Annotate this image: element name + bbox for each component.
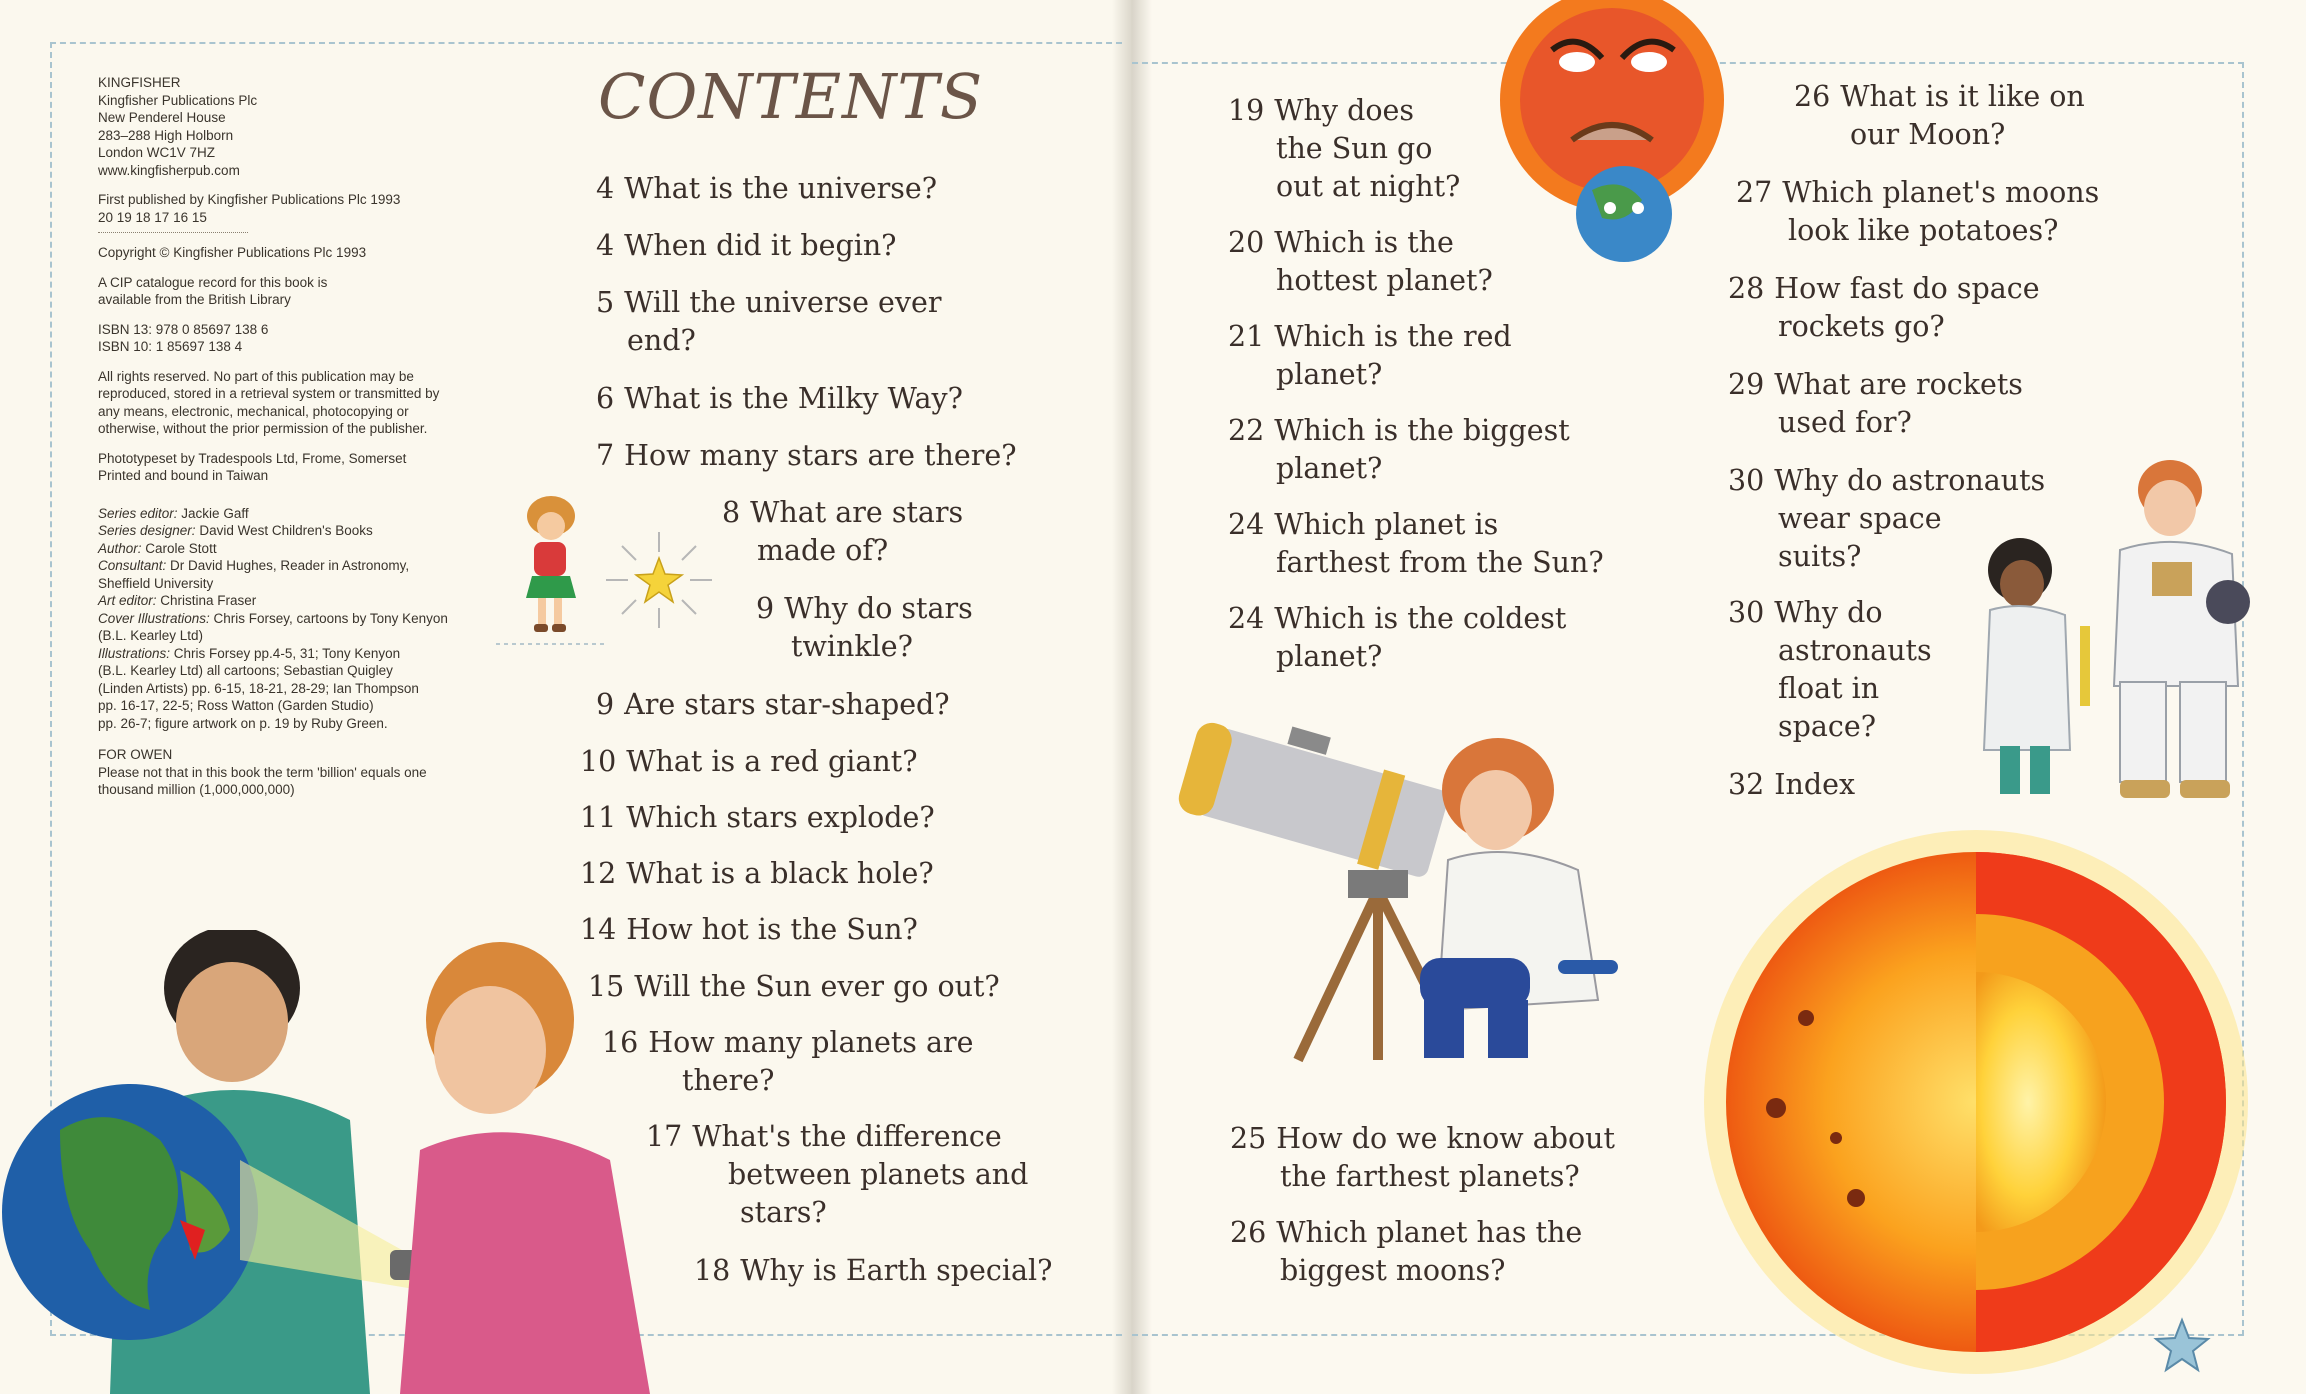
page-number: 24 bbox=[1228, 508, 1265, 541]
text-line: ISBN 13: 978 0 85697 138 6 bbox=[98, 321, 269, 337]
toc-entry[interactable] bbox=[1228, 92, 1460, 206]
entry-text: used for? bbox=[1778, 406, 1912, 439]
page-title: CONTENTS bbox=[598, 60, 984, 133]
credit-line bbox=[98, 627, 468, 645]
entry-text: stars? bbox=[740, 1196, 827, 1229]
twinkling-star-icon bbox=[604, 530, 714, 630]
page-number: 28 bbox=[1728, 272, 1765, 305]
page-number: 24 bbox=[1228, 602, 1265, 635]
page-number: 30 bbox=[1728, 464, 1765, 497]
credits bbox=[98, 505, 468, 733]
entry-text: biggest moons? bbox=[1280, 1254, 1506, 1287]
faded-line bbox=[98, 232, 248, 236]
astronaut-scientist-icon bbox=[1970, 450, 2270, 820]
page-number: 15 bbox=[588, 970, 625, 1003]
entry-text: Which planet is bbox=[1274, 508, 1499, 541]
publisher-address bbox=[98, 74, 468, 179]
print-info bbox=[98, 450, 468, 485]
text-line: Please not that in this book the term 'billion' equals one bbox=[98, 764, 427, 780]
credit-line bbox=[98, 662, 468, 680]
page-number: 29 bbox=[1728, 368, 1765, 401]
text-line: Copyright © Kingfisher Publications Plc 1993 bbox=[98, 245, 367, 260]
entry-text: What is it like on bbox=[1840, 80, 2085, 113]
page-number: 21 bbox=[1228, 320, 1265, 353]
entry-text: Why do stars bbox=[784, 592, 973, 625]
entry-text: What is the Milky Way? bbox=[624, 382, 963, 415]
page-number: 8 bbox=[722, 496, 741, 529]
telescope-astronomer-icon bbox=[1178, 720, 1638, 1070]
toc-entry[interactable] bbox=[1736, 174, 2099, 250]
text-line: A CIP catalogue record for this book is bbox=[98, 274, 328, 290]
entry-text: Why is Earth special? bbox=[740, 1254, 1053, 1287]
credit-name: pp. 26-7; figure artwork on p. 19 by Ruby Green. bbox=[98, 715, 388, 731]
page-number: 16 bbox=[602, 1026, 639, 1059]
text-line: reproduced, stored in a retrieval system or transmitted by bbox=[98, 386, 440, 401]
page-number: 30 bbox=[1728, 596, 1765, 629]
edition-info bbox=[98, 191, 468, 226]
credit-name: David West Children's Books bbox=[195, 523, 373, 538]
credit-role: Series designer: bbox=[98, 523, 196, 538]
entry-text: farthest from the Sun? bbox=[1276, 546, 1604, 579]
credit-line bbox=[98, 680, 468, 698]
text-line: www.kingfisherpub.com bbox=[98, 162, 240, 178]
entry-text: Are stars star-shaped? bbox=[624, 688, 950, 721]
sun-cross-section-icon bbox=[1656, 818, 2296, 1378]
entry-text: What is a red giant? bbox=[626, 745, 918, 778]
toc-entry[interactable] bbox=[596, 380, 963, 418]
cip-notice bbox=[98, 274, 468, 309]
text-line: Kingfisher Publications Plc bbox=[98, 92, 258, 108]
entry-text: Which is the red bbox=[1274, 320, 1512, 353]
credit-role: Art editor: bbox=[98, 593, 157, 608]
entry-text: Which is the coldest bbox=[1274, 602, 1567, 635]
page-number: 9 bbox=[756, 592, 775, 625]
toc-entry[interactable] bbox=[580, 799, 935, 837]
text-line: KINGFISHER bbox=[98, 75, 181, 90]
page-number: 11 bbox=[580, 801, 617, 834]
page-number: 4 bbox=[596, 229, 615, 262]
page-number: 7 bbox=[596, 439, 615, 472]
toc-entry[interactable] bbox=[596, 686, 950, 724]
toc-entry[interactable] bbox=[1230, 1120, 1615, 1196]
entry-text: Index bbox=[1774, 768, 1856, 801]
entry-text: planet? bbox=[1276, 358, 1383, 391]
credit-name: Christina Fraser bbox=[156, 593, 257, 608]
girl-cartoon-icon bbox=[496, 494, 606, 654]
page-number: 27 bbox=[1736, 176, 1773, 209]
credit-name: Chris Forsey, cartoons by Tony Kenyon bbox=[209, 610, 448, 626]
entry-text: Which is the bbox=[1274, 226, 1454, 259]
entry-text: twinkle? bbox=[791, 630, 913, 663]
page-number: 10 bbox=[580, 745, 617, 778]
entry-text: suits? bbox=[1778, 540, 1862, 573]
credit-role: Series editor: bbox=[98, 505, 178, 521]
text-line: available from the British Library bbox=[98, 292, 291, 307]
credit-name: (B.L. Kearley Ltd) all cartoons; Sebastian Quigley bbox=[98, 663, 393, 678]
toc-entry[interactable] bbox=[580, 855, 934, 893]
page-number: 14 bbox=[580, 913, 617, 946]
credit-line bbox=[98, 522, 468, 540]
entry-text: Will the Sun ever go out? bbox=[634, 970, 1000, 1003]
entry-text: the farthest planets? bbox=[1280, 1160, 1580, 1193]
entry-text: there? bbox=[682, 1064, 775, 1097]
credit-name: pp. 16-17, 22-5; Ross Watton (Garden Studio) bbox=[98, 698, 374, 713]
credit-line bbox=[98, 645, 468, 663]
credit-line bbox=[98, 575, 468, 593]
entry-text: How hot is the Sun? bbox=[626, 913, 918, 946]
corner-star-icon bbox=[2150, 1316, 2214, 1376]
credit-line bbox=[98, 697, 468, 715]
text-line: Phototypeset by Tradespools Ltd, Frome, Somerset bbox=[98, 450, 407, 466]
entry-text: rockets go? bbox=[1778, 310, 1945, 343]
entry-text: astronauts bbox=[1778, 634, 1932, 667]
toc-entry[interactable] bbox=[1228, 412, 1570, 488]
toc-entry[interactable] bbox=[596, 170, 937, 208]
credit-name: Dr David Hughes, Reader in Astronomy, bbox=[166, 558, 410, 573]
toc-entry[interactable] bbox=[596, 437, 1017, 475]
entry-text: float in bbox=[1778, 672, 1880, 705]
page-number: 18 bbox=[694, 1254, 731, 1287]
page-number: 22 bbox=[1228, 414, 1265, 447]
toc-entry[interactable] bbox=[694, 1252, 1052, 1290]
entry-text: Which planet's moons bbox=[1782, 176, 2100, 209]
entry-text: Which stars explode? bbox=[626, 801, 935, 834]
entry-text: How many stars are there? bbox=[624, 439, 1017, 472]
toc-entry[interactable] bbox=[1794, 78, 2085, 154]
entry-text: Why do astronauts bbox=[1774, 464, 2046, 497]
text-line: ISBN 10: 1 85697 138 4 bbox=[98, 339, 243, 354]
credit-role: Consultant: bbox=[98, 558, 167, 573]
dedication bbox=[98, 746, 468, 799]
page-number: 20 bbox=[1228, 226, 1265, 259]
toc-entry[interactable] bbox=[1228, 506, 1604, 582]
publisher-info bbox=[98, 74, 468, 811]
page-number: 12 bbox=[580, 857, 617, 890]
children-globe-icon bbox=[0, 930, 683, 1394]
text-line: 20 19 18 17 16 15 bbox=[98, 209, 207, 225]
credit-line bbox=[98, 592, 468, 610]
text-line: All rights reserved. No part of this publication may be bbox=[98, 368, 414, 384]
entry-text: made of? bbox=[757, 534, 889, 567]
toc-entry[interactable] bbox=[1728, 270, 2040, 346]
entry-text: How many planets are bbox=[648, 1026, 974, 1059]
credit-name: (Linden Artists) pp. 6-15, 18-21, 28-29; Ian Thompson bbox=[98, 680, 419, 696]
toc-entry[interactable] bbox=[596, 227, 896, 265]
entry-text: the Sun go bbox=[1276, 132, 1433, 165]
entry-text: Which planet has the bbox=[1276, 1216, 1583, 1249]
page-number: 6 bbox=[596, 382, 615, 415]
entry-text: Which is the biggest bbox=[1274, 414, 1570, 447]
credit-name: (B.L. Kearley Ltd) bbox=[98, 628, 204, 643]
text-line: New Penderel House bbox=[98, 110, 226, 125]
credit-name: Jackie Gaff bbox=[177, 505, 249, 521]
credit-line bbox=[98, 540, 468, 558]
entry-text: wear space bbox=[1778, 502, 1942, 535]
entry-text: Will the universe ever bbox=[624, 286, 942, 319]
text-line: any means, electronic, mechanical, photocopying or bbox=[98, 403, 409, 419]
credit-role: Illustrations: bbox=[98, 645, 171, 661]
copyright-notice bbox=[98, 244, 468, 262]
entry-text: between planets and bbox=[728, 1158, 1029, 1191]
entry-text: space? bbox=[1778, 710, 1876, 743]
credit-line bbox=[98, 557, 468, 575]
toc-entry[interactable] bbox=[722, 494, 963, 570]
credit-line bbox=[98, 715, 468, 733]
entry-text: What is the universe? bbox=[624, 172, 938, 205]
text-line: Printed and bound in Taiwan bbox=[98, 468, 269, 483]
entry-text: end? bbox=[627, 324, 696, 357]
toc-entry[interactable] bbox=[646, 1118, 1028, 1232]
page-number: 19 bbox=[1228, 94, 1265, 127]
rights-notice bbox=[98, 368, 468, 438]
credit-line bbox=[98, 505, 468, 523]
entry-text: our Moon? bbox=[1850, 118, 2006, 151]
entry-text: What are stars bbox=[750, 496, 964, 529]
credit-name: Sheffield University bbox=[98, 575, 214, 591]
entry-text: look like potatoes? bbox=[1788, 214, 2059, 247]
entry-text: out at night? bbox=[1276, 170, 1461, 203]
entry-text: Why do bbox=[1774, 596, 1883, 629]
text-line: First published by Kingfisher Publications Plc 1993 bbox=[98, 192, 401, 207]
text-line: otherwise, without the prior permission of the publisher. bbox=[98, 421, 428, 436]
credit-name: Chris Forsey pp.4-5, 31; Tony Kenyon bbox=[170, 645, 401, 661]
toc-entry[interactable] bbox=[1728, 594, 1932, 746]
entry-text: hottest planet? bbox=[1276, 264, 1493, 297]
entry-text: How fast do space bbox=[1774, 272, 2040, 305]
angry-sun-earth-icon bbox=[1452, 0, 1772, 270]
page-number: 9 bbox=[596, 688, 615, 721]
page-number: 17 bbox=[646, 1120, 683, 1153]
credit-role: Cover Illustrations: bbox=[98, 610, 210, 626]
entry-text: What's the difference bbox=[692, 1120, 1002, 1153]
toc-entry[interactable] bbox=[1728, 766, 1855, 804]
credit-role: Author: bbox=[98, 540, 142, 556]
isbn-info bbox=[98, 321, 468, 356]
entry-text: How do we know about bbox=[1276, 1122, 1615, 1155]
text-line: thousand million (1,000,000,000) bbox=[98, 782, 295, 797]
entry-text: What is a black hole? bbox=[626, 857, 934, 890]
page-number: 5 bbox=[596, 286, 615, 319]
toc-entry[interactable] bbox=[1230, 1214, 1582, 1290]
toc-entry[interactable] bbox=[756, 590, 973, 666]
entry-text: Why does bbox=[1274, 94, 1414, 127]
page-number: 26 bbox=[1794, 80, 1831, 113]
toc-entry[interactable] bbox=[1228, 318, 1512, 394]
toc-entry[interactable] bbox=[580, 743, 918, 781]
page-number: 26 bbox=[1230, 1216, 1267, 1249]
page-number: 25 bbox=[1230, 1122, 1267, 1155]
entry-text: planet? bbox=[1276, 452, 1383, 485]
page-number: 32 bbox=[1728, 768, 1765, 801]
entry-text: What are rockets bbox=[1774, 368, 2023, 401]
text-line: 283–288 High Holborn bbox=[98, 127, 234, 143]
toc-entry[interactable] bbox=[1228, 600, 1566, 676]
toc-entry[interactable] bbox=[1728, 366, 2023, 442]
credit-name: Carole Stott bbox=[141, 540, 217, 556]
entry-text: planet? bbox=[1276, 640, 1383, 673]
toc-entry[interactable] bbox=[596, 284, 942, 360]
text-line: FOR OWEN bbox=[98, 747, 173, 762]
page-number: 4 bbox=[596, 172, 615, 205]
entry-text: When did it begin? bbox=[624, 229, 897, 262]
text-line: London WC1V 7HZ bbox=[98, 145, 216, 160]
credit-line bbox=[98, 610, 468, 628]
